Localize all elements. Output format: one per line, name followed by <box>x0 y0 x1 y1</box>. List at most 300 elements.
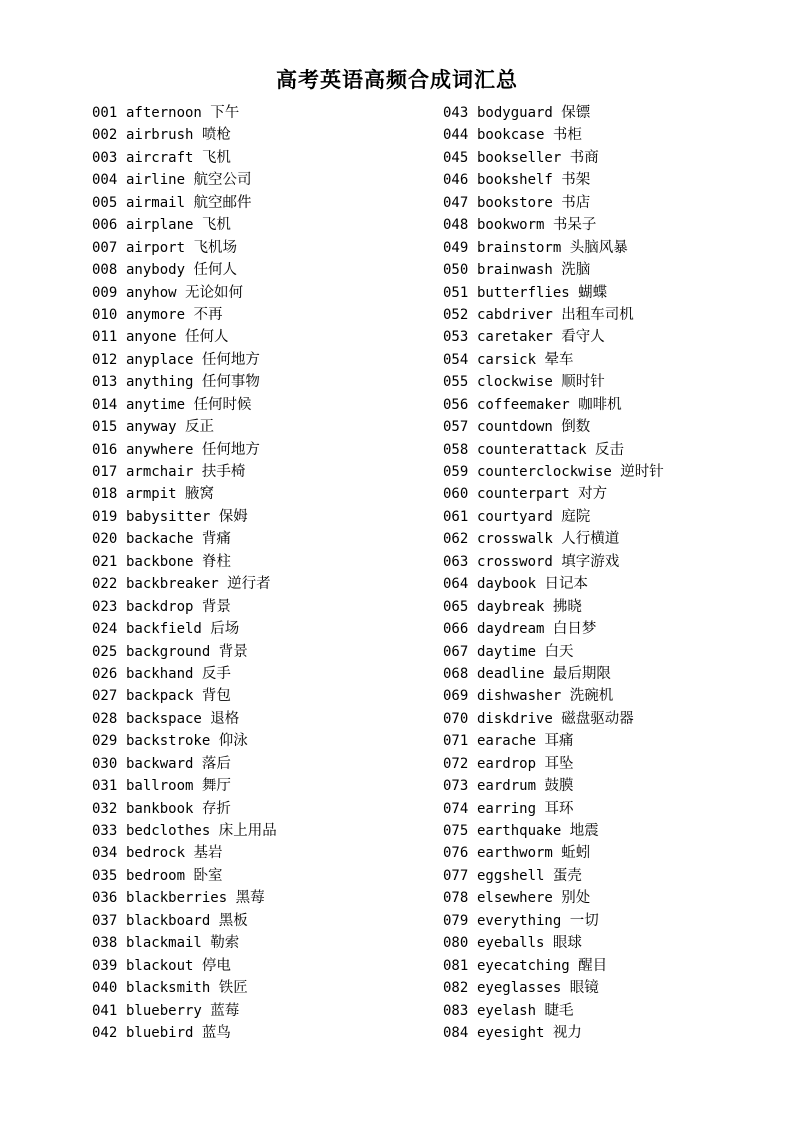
entry-number: 023 <box>92 598 118 615</box>
word-entry <box>92 977 277 999</box>
chinese-meaning: 背包 <box>201 688 231 705</box>
english-word: blueberry <box>126 1002 202 1019</box>
entry-number: 069 <box>443 688 469 705</box>
word-entry <box>92 237 277 259</box>
word-entry <box>443 214 664 236</box>
english-word: earring <box>477 800 537 817</box>
chinese-meaning: 反击 <box>595 441 625 458</box>
word-entry <box>92 842 277 864</box>
english-word: bodyguard <box>477 105 553 121</box>
chinese-meaning: 飞机场 <box>193 239 237 256</box>
english-word: armchair <box>126 464 194 480</box>
chinese-meaning: 别处 <box>561 890 591 907</box>
chinese-meaning: 书店 <box>561 194 591 211</box>
entry-number: 032 <box>92 800 118 817</box>
word-entry <box>92 618 277 640</box>
word-entry <box>443 147 664 169</box>
chinese-meaning: 倒数 <box>561 419 591 436</box>
chinese-meaning: 保姆 <box>218 508 248 525</box>
chinese-meaning: 退格 <box>210 710 240 727</box>
english-word: blackberries <box>126 890 228 907</box>
entry-number: 020 <box>92 531 118 548</box>
entry-number: 061 <box>443 508 469 525</box>
english-word: eardrum <box>477 778 537 795</box>
english-word: cabdriver <box>477 306 553 323</box>
word-entry <box>443 663 664 685</box>
chinese-meaning: 洗脑 <box>561 262 591 279</box>
chinese-meaning: 黑莓 <box>235 890 265 907</box>
word-entry <box>443 439 664 461</box>
word-entry <box>92 124 277 146</box>
chinese-meaning: 磁盘驱动器 <box>561 710 634 727</box>
entry-number: 064 <box>443 576 469 593</box>
word-entry <box>443 842 664 864</box>
entry-number: 046 <box>443 172 469 189</box>
word-entry <box>443 932 664 954</box>
english-word: anyway <box>126 419 177 436</box>
english-word: blackboard <box>126 912 211 929</box>
chinese-meaning: 逆时针 <box>620 464 664 480</box>
english-word: anyone <box>126 329 177 346</box>
word-entry <box>443 528 664 550</box>
english-word: airplane <box>126 217 194 234</box>
entry-number: 075 <box>443 823 469 839</box>
word-entry <box>443 282 664 304</box>
english-word: airmail <box>126 194 186 211</box>
entry-number: 080 <box>443 935 469 952</box>
entry-number: 063 <box>443 553 469 570</box>
entry-number: 043 <box>443 105 469 121</box>
english-word: crosswalk <box>477 531 553 548</box>
entry-number: 058 <box>443 441 469 458</box>
entry-number: 017 <box>92 464 118 480</box>
chinese-meaning: 鼓膜 <box>544 778 574 795</box>
chinese-meaning: 基岩 <box>193 845 223 862</box>
english-word: bedclothes <box>126 823 211 839</box>
entry-number: 054 <box>443 351 469 368</box>
chinese-meaning: 背景 <box>218 643 248 660</box>
word-entry <box>92 775 277 797</box>
entry-number: 066 <box>443 621 469 638</box>
word-entry <box>92 259 277 281</box>
chinese-meaning: 航空邮件 <box>193 194 252 211</box>
chinese-meaning: 背痛 <box>201 531 231 548</box>
chinese-meaning: 最后期限 <box>552 665 611 682</box>
word-entry <box>443 618 664 640</box>
entry-number: 070 <box>443 710 469 727</box>
word-entry <box>92 955 277 977</box>
chinese-meaning: 晕车 <box>544 351 574 368</box>
english-word: daybreak <box>477 598 545 615</box>
chinese-meaning: 对方 <box>578 486 608 503</box>
word-entry <box>443 977 664 999</box>
entry-number: 009 <box>92 284 118 301</box>
english-word: earache <box>477 733 537 750</box>
english-word: backbone <box>126 553 194 570</box>
word-entry <box>443 551 664 573</box>
chinese-meaning: 反正 <box>185 419 215 436</box>
english-word: bookstore <box>477 194 553 211</box>
entry-number: 084 <box>443 1024 469 1041</box>
chinese-meaning: 逆行者 <box>227 576 271 593</box>
word-entry <box>443 775 664 797</box>
english-word: anything <box>126 374 194 391</box>
word-entry <box>443 573 664 595</box>
word-entry <box>443 259 664 281</box>
chinese-meaning: 醒目 <box>578 957 608 974</box>
entry-number: 072 <box>443 755 469 772</box>
word-entry <box>92 326 277 348</box>
english-word: bedroom <box>126 867 186 884</box>
english-word: everything <box>477 912 562 929</box>
chinese-meaning: 存折 <box>201 800 231 817</box>
english-word: elsewhere <box>477 890 553 907</box>
english-word: clockwise <box>477 374 553 391</box>
english-word: aircraft <box>126 149 194 166</box>
entry-number: 048 <box>443 217 469 234</box>
chinese-meaning: 头脑风暴 <box>569 239 628 256</box>
word-entry <box>92 1000 277 1022</box>
english-word: counterattack <box>477 441 587 458</box>
word-entry <box>92 528 277 550</box>
entry-number: 059 <box>443 464 469 480</box>
word-entry <box>443 708 664 730</box>
word-entry <box>92 214 277 236</box>
chinese-meaning: 一切 <box>569 912 599 929</box>
chinese-meaning: 地震 <box>569 823 599 839</box>
entry-number: 005 <box>92 194 118 211</box>
chinese-meaning: 耳坠 <box>544 755 574 772</box>
entry-number: 052 <box>443 306 469 323</box>
word-entry <box>92 685 277 707</box>
word-entry <box>443 192 664 214</box>
word-entry <box>443 483 664 505</box>
entry-number: 035 <box>92 867 118 884</box>
english-word: airline <box>126 172 186 189</box>
entry-number: 004 <box>92 172 118 189</box>
english-word: bluebird <box>126 1024 194 1041</box>
word-entry <box>92 910 277 932</box>
word-entry <box>92 506 277 528</box>
english-word: bankbook <box>126 800 194 817</box>
entry-number: 016 <box>92 441 118 458</box>
entry-number: 040 <box>92 980 118 997</box>
english-word: anywhere <box>126 441 194 458</box>
entry-number: 026 <box>92 665 118 682</box>
english-word: blacksmith <box>126 980 211 997</box>
chinese-meaning: 下午 <box>210 105 240 121</box>
english-word: courtyard <box>477 508 553 525</box>
chinese-meaning: 咖啡机 <box>578 396 622 413</box>
entry-number: 060 <box>443 486 469 503</box>
english-word: eyeballs <box>477 935 545 952</box>
english-word: backfield <box>126 621 202 638</box>
entry-number: 001 <box>92 105 118 121</box>
english-word: backache <box>126 531 194 548</box>
entry-number: 077 <box>443 867 469 884</box>
english-word: babysitter <box>126 508 211 525</box>
entry-number: 068 <box>443 665 469 682</box>
chinese-meaning: 蓝莓 <box>210 1002 240 1019</box>
chinese-meaning: 耳痛 <box>544 733 574 750</box>
english-word: daytime <box>477 643 537 660</box>
word-entry <box>443 304 664 326</box>
chinese-meaning: 看守人 <box>561 329 605 346</box>
english-word: bookcase <box>477 127 545 144</box>
chinese-meaning: 不再 <box>193 306 223 323</box>
entry-number: 078 <box>443 890 469 907</box>
word-entry <box>92 483 277 505</box>
word-entry <box>443 1000 664 1022</box>
word-entry <box>92 394 277 416</box>
english-word: coffeemaker <box>477 396 570 413</box>
word-entry <box>443 865 664 887</box>
english-word: brainwash <box>477 262 553 279</box>
chinese-meaning: 任何事物 <box>201 374 260 391</box>
english-word: countdown <box>477 419 553 436</box>
english-word: deadline <box>477 665 545 682</box>
chinese-meaning: 背景 <box>201 598 231 615</box>
word-entry <box>443 349 664 371</box>
word-entry <box>92 932 277 954</box>
english-word: armpit <box>126 486 177 503</box>
entry-number: 010 <box>92 306 118 323</box>
word-entry <box>443 955 664 977</box>
entry-number: 045 <box>443 149 469 166</box>
word-entry <box>443 596 664 618</box>
chinese-meaning: 任何人 <box>185 329 229 346</box>
english-word: backward <box>126 755 194 772</box>
english-word: eggshell <box>477 867 545 884</box>
chinese-meaning: 后场 <box>210 621 240 638</box>
chinese-meaning: 书柜 <box>552 127 582 144</box>
chinese-meaning: 飞机 <box>201 149 231 166</box>
entry-number: 038 <box>92 935 118 952</box>
entry-number: 076 <box>443 845 469 862</box>
entry-number: 018 <box>92 486 118 503</box>
english-word: counterpart <box>477 486 570 503</box>
chinese-meaning: 蓝鸟 <box>201 1024 231 1041</box>
chinese-meaning: 落后 <box>201 755 231 772</box>
word-entry <box>92 573 277 595</box>
english-word: brainstorm <box>477 239 562 256</box>
english-word: ballroom <box>126 778 194 795</box>
chinese-meaning: 任何人 <box>193 262 237 279</box>
word-entry <box>92 820 277 842</box>
chinese-meaning: 洗碗机 <box>569 688 614 705</box>
english-word: earthworm <box>477 845 553 862</box>
english-word: airport <box>126 239 186 256</box>
word-entry <box>92 371 277 393</box>
entry-number: 047 <box>443 194 469 211</box>
entry-number: 015 <box>92 419 118 436</box>
left-word-column <box>92 102 277 1044</box>
english-word: eardrop <box>477 755 537 772</box>
entry-number: 073 <box>443 778 469 795</box>
entry-number: 024 <box>92 621 118 638</box>
chinese-meaning: 任何地方 <box>201 441 260 458</box>
entry-number: 036 <box>92 890 118 907</box>
word-entry <box>92 304 277 326</box>
entry-number: 012 <box>92 351 118 368</box>
entry-number: 041 <box>92 1002 118 1019</box>
chinese-meaning: 飞机 <box>201 217 231 234</box>
word-entry <box>92 663 277 685</box>
english-word: anytime <box>126 396 186 413</box>
document-title: 高考英语高频合成词汇总 <box>276 68 518 92</box>
chinese-meaning: 书架 <box>561 172 591 189</box>
word-entry <box>443 124 664 146</box>
entry-number: 082 <box>443 980 469 997</box>
entry-number: 049 <box>443 239 469 256</box>
entry-number: 039 <box>92 957 118 974</box>
chinese-meaning: 脊柱 <box>201 553 231 570</box>
word-entry <box>443 641 664 663</box>
english-word: backbreaker <box>126 576 219 593</box>
entry-number: 014 <box>92 396 118 413</box>
word-entry <box>443 416 664 438</box>
chinese-meaning: 仰泳 <box>218 733 248 750</box>
english-word: airbrush <box>126 127 194 144</box>
entry-number: 025 <box>92 643 118 660</box>
chinese-meaning: 白天 <box>544 643 574 660</box>
word-entry <box>443 237 664 259</box>
chinese-meaning: 出租车司机 <box>561 306 634 323</box>
entry-number: 028 <box>92 710 118 727</box>
english-word: butterflies <box>477 284 570 301</box>
word-entry <box>92 596 277 618</box>
chinese-meaning: 黑板 <box>218 912 248 929</box>
entry-number: 037 <box>92 912 118 929</box>
english-word: backdrop <box>126 598 194 615</box>
entry-number: 002 <box>92 127 118 144</box>
word-entry <box>92 798 277 820</box>
english-word: daydream <box>477 621 545 638</box>
chinese-meaning: 卧室 <box>193 867 223 884</box>
word-entry <box>92 461 277 483</box>
english-word: background <box>126 643 211 660</box>
word-entry <box>443 169 664 191</box>
word-entry <box>443 394 664 416</box>
chinese-meaning: 停电 <box>201 957 231 974</box>
chinese-meaning: 铁匠 <box>218 980 248 997</box>
word-entry <box>92 753 277 775</box>
chinese-meaning: 睫毛 <box>544 1002 574 1019</box>
english-word: blackmail <box>126 935 202 952</box>
entry-number: 006 <box>92 217 118 234</box>
word-entry <box>92 708 277 730</box>
chinese-meaning: 人行横道 <box>561 531 620 548</box>
word-entry <box>443 820 664 842</box>
english-word: backspace <box>126 710 202 727</box>
entry-number: 051 <box>443 284 469 301</box>
english-word: anyhow <box>126 284 177 301</box>
chinese-meaning: 填字游戏 <box>561 553 620 570</box>
english-word: bookworm <box>477 217 545 234</box>
chinese-meaning: 勒索 <box>210 935 240 952</box>
entry-number: 034 <box>92 845 118 862</box>
chinese-meaning: 腋窝 <box>185 486 215 503</box>
chinese-meaning: 床上用品 <box>218 823 277 839</box>
word-entry <box>92 169 277 191</box>
english-word: eyesight <box>477 1024 545 1041</box>
entry-number: 057 <box>443 419 469 436</box>
chinese-meaning: 蛋壳 <box>552 867 582 884</box>
word-entry <box>443 371 664 393</box>
word-entry <box>92 1022 277 1044</box>
entry-number: 031 <box>92 778 118 795</box>
entry-number: 074 <box>443 800 469 817</box>
word-entry <box>443 326 664 348</box>
entry-number: 055 <box>443 374 469 391</box>
chinese-meaning: 日记本 <box>544 576 588 593</box>
english-word: diskdrive <box>477 710 553 727</box>
chinese-meaning: 眼球 <box>552 935 582 952</box>
word-entry <box>443 506 664 528</box>
english-word: anyplace <box>126 351 194 368</box>
english-word: anymore <box>126 306 186 323</box>
word-entry <box>92 641 277 663</box>
entry-number: 033 <box>92 823 118 839</box>
english-word: crossword <box>477 553 553 570</box>
entry-number: 065 <box>443 598 469 615</box>
word-entry <box>92 439 277 461</box>
word-entry <box>92 349 277 371</box>
word-entry <box>92 551 277 573</box>
english-word: backhand <box>126 665 194 682</box>
chinese-meaning: 舞厅 <box>201 778 231 795</box>
entry-number: 053 <box>443 329 469 346</box>
word-entry <box>443 685 664 707</box>
word-entry <box>92 416 277 438</box>
entry-number: 081 <box>443 957 469 974</box>
entry-number: 022 <box>92 576 118 593</box>
right-word-column <box>443 102 664 1044</box>
chinese-meaning: 任何时候 <box>193 396 252 413</box>
chinese-meaning: 庭院 <box>561 508 591 525</box>
english-word: earthquake <box>477 823 562 839</box>
entry-number: 079 <box>443 912 469 929</box>
word-entry <box>443 102 664 124</box>
english-word: daybook <box>477 576 537 593</box>
english-word: anybody <box>126 262 186 279</box>
word-entry <box>92 192 277 214</box>
chinese-meaning: 白日梦 <box>552 621 597 638</box>
word-entry <box>443 910 664 932</box>
english-word: eyeglasses <box>477 980 562 997</box>
chinese-meaning: 反手 <box>201 665 231 682</box>
entry-number: 071 <box>443 733 469 750</box>
english-word: carsick <box>477 351 537 368</box>
english-word: dishwasher <box>477 688 562 705</box>
english-word: bedrock <box>126 845 186 862</box>
word-entry <box>92 730 277 752</box>
chinese-meaning: 航空公司 <box>193 172 252 189</box>
chinese-meaning: 喷枪 <box>201 127 231 144</box>
english-word: eyecatching <box>477 957 570 974</box>
entry-number: 044 <box>443 127 469 144</box>
entry-number: 011 <box>92 329 118 346</box>
chinese-meaning: 视力 <box>552 1024 582 1041</box>
english-word: bookseller <box>477 149 562 166</box>
english-word: counterclockwise <box>477 464 612 480</box>
chinese-meaning: 无论如何 <box>185 284 244 301</box>
word-entry <box>92 282 277 304</box>
entry-number: 030 <box>92 755 118 772</box>
entry-number: 019 <box>92 508 118 525</box>
chinese-meaning: 扶手椅 <box>201 464 246 480</box>
word-entry <box>92 102 277 124</box>
